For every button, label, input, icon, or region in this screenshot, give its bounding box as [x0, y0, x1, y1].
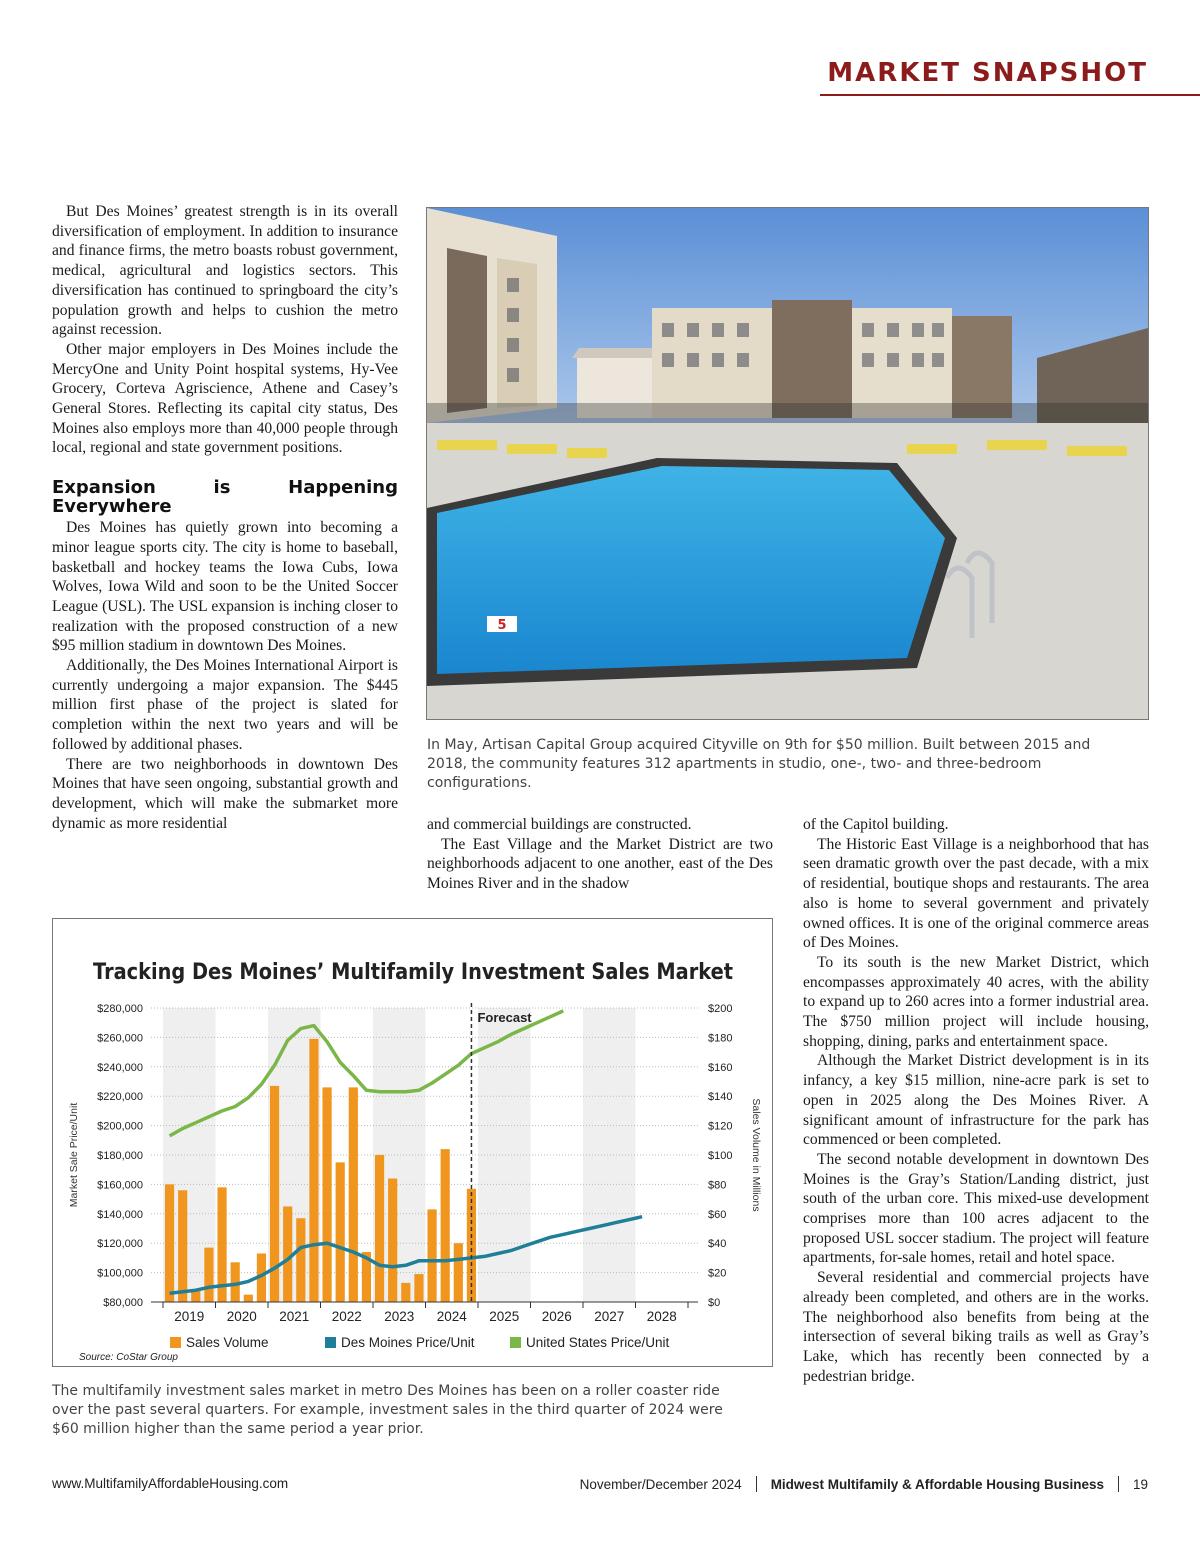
depth-marker: 5	[497, 618, 507, 633]
section-title: MARKET SNAPSHOT	[827, 58, 1148, 88]
chart-title: Tracking Des Moines’ Multifamily Investment Sales Market	[93, 960, 734, 985]
y-right-tick-label: $120	[708, 1120, 733, 1133]
sales-volume-bar	[165, 1184, 174, 1302]
section-heading: Expansion is Happening Everywhere	[52, 477, 398, 518]
paragraph: of the Capitol building.	[803, 816, 949, 833]
y-left-tick-label: $140,000	[97, 1208, 143, 1221]
legend-swatch	[170, 1337, 181, 1348]
y-right-tick-label: $20	[708, 1267, 727, 1280]
y-right-tick-label: $40	[708, 1238, 727, 1251]
footer-right	[580, 1476, 1148, 1492]
sales-volume-bar	[244, 1295, 253, 1302]
y-right-tick-label: $200	[708, 1003, 733, 1015]
x-tick-label: 2024	[436, 1309, 467, 1324]
footer-url: www.MultifamilyAffordableHousing.com	[52, 1476, 289, 1491]
paragraph: Des Moines has quietly grown into becoming a minor league sports city. The city is home to baseball, basketball and hockey teams the Iowa Cubs, Iowa Wolves, Iowa Wild and soon to be the United Soccer League (USL). The USL expansion is inching closer to realization with the proposed construction of a new $95 million stadium in downtown Des Moines.	[52, 519, 398, 655]
article-column-1	[52, 202, 398, 833]
legend-label: United States Price/Unit	[526, 1335, 670, 1350]
footer-separator	[756, 1476, 757, 1492]
y-left-tick-label: $80,000	[103, 1297, 143, 1309]
paragraph: There are two neighborhoods in downtown Des Moines that have seen ongoing, substantial growth and development, which will make the submarket more dynamic as more residential	[52, 755, 398, 832]
sales-volume-bar	[178, 1190, 187, 1302]
article-column-3	[803, 815, 1149, 1386]
chart	[53, 919, 772, 1366]
chart-container	[52, 918, 773, 1367]
paragraph: Although the Market District development is in its infancy, a key $15 million, nine-acre park is set to open in 2025 along the Des Moines River. A significant amount of infrastructure for the park has commenced or been completed.	[803, 1052, 1149, 1149]
y-right-tick-label: $100	[708, 1150, 733, 1162]
paragraph: But Des Moines’ greatest strength is in its overall diversification of employment. In addition to insurance and finance firms, the metro boasts robust government, medical, agricultural and logistics sectors. This diversification has continued to springboard the city’s population growth and helps to cushion the metro against recession.	[52, 203, 398, 339]
footer-separator	[1118, 1476, 1119, 1492]
y-left-tick-label: $240,000	[97, 1061, 143, 1074]
footer-magazine: Midwest Multifamily & Affordable Housing Business	[770, 1476, 1104, 1492]
sales-volume-bar	[296, 1218, 305, 1302]
section-rule	[820, 94, 1200, 96]
footer-issue: November/December 2024	[579, 1476, 742, 1492]
y-right-tick-label: $0	[708, 1297, 721, 1309]
y-left-tick-label: $280,000	[97, 1003, 143, 1015]
photo-caption: In May, Artisan Capital Group acquired Cityville on 9th for $50 million. Built between 2015 and 2018, the community features 312 apartments in studio, one-, two- and three-bedroom configurations.	[427, 737, 1091, 791]
paragraph: The Historic East Village is a neighborhood that has seen dramatic growth over the past decade, with a mix of residential, boutique shops and restaurants. The area also is home to several government and privately owned offices. It is one of the original commerce areas of Des Moines.	[803, 835, 1149, 952]
pool-photo	[426, 207, 1149, 720]
x-tick-label: 2027	[594, 1309, 625, 1324]
chart-caption: The multifamily investment sales market in metro Des Moines has been on a roller coaster ride over the past several quarters. For example, investment sales in the third quarter of 2024 were $60 million higher than the same period a year prior.	[52, 1383, 723, 1437]
y-left-tick-label: $100,000	[97, 1267, 143, 1280]
y-left-tick-label: $160,000	[97, 1179, 143, 1192]
x-tick-label: 2025	[489, 1309, 520, 1324]
sales-volume-bar	[427, 1209, 436, 1302]
sales-volume-bar	[414, 1274, 423, 1302]
sales-volume-bar	[322, 1087, 331, 1302]
paragraph: Several residential and commercial projects have already been completed, and others are in the works. The neighborhood also benefits from being at the intersection of several biking trails as well as Gray’s Lake, which has recently been connected by a pedestrian bridge.	[803, 1269, 1149, 1385]
paragraph: Other major employers in Des Moines include the MercyOne and Unity Point hospital systems, Hy-Vee Grocery, Corteva Agriscience, Athene and Casey’s General Stores. Reflecting its capital city status, Des Moines also employs more than 40,000 people through local, regional and state government positions.	[52, 340, 398, 457]
footer-page-number: 19	[1132, 1476, 1148, 1492]
sales-volume-bar	[441, 1149, 450, 1302]
y-right-tick-label: $160	[708, 1061, 733, 1074]
y-right-tick-label: $80	[708, 1179, 727, 1192]
y-right-tick-label: $60	[708, 1208, 727, 1221]
paragraph: Additionally, the Des Moines International Airport is currently undergoing a major expansion. The $445 million first phase of the project is slated for completion within the next two years and will be followed by additional phases.	[52, 657, 398, 753]
y-left-tick-label: $180,000	[97, 1150, 143, 1162]
paragraph: To its south is the new Market District, which encompasses approximately 40 acres, with the ability to expand up to 260 acres into a former industrial area. The $750 million project will include housing, shopping, dining, parks and entertainment space.	[803, 953, 1149, 1050]
year-band	[583, 1008, 636, 1302]
article-column-2	[427, 815, 773, 894]
legend-label: Sales Volume	[186, 1335, 269, 1350]
sales-volume-bar	[388, 1179, 397, 1302]
y-left-tick-label: $220,000	[97, 1091, 143, 1104]
y-right-tick-label: $180	[708, 1032, 733, 1045]
paragraph: The second notable development in downtown Des Moines is the Gray’s Station/Landing district, just south of the urban core. This mixed-use development comprises more than 100 acres adjacent to the proposed USL soccer stadium. The project will feature apartments, for-sale homes, retail and hotel space.	[803, 1150, 1149, 1267]
y-right-axis-title: Sales Volume in Millions	[750, 1098, 762, 1212]
x-tick-label: 2023	[384, 1309, 415, 1324]
sales-volume-bar	[375, 1155, 384, 1302]
y-left-tick-label: $120,000	[97, 1238, 143, 1251]
sales-volume-bar	[349, 1087, 358, 1302]
sales-volume-bar	[204, 1248, 213, 1302]
x-tick-label: 2028	[646, 1309, 677, 1324]
x-tick-label: 2019	[174, 1309, 205, 1324]
legend-swatch	[325, 1337, 336, 1348]
x-tick-label: 2020	[226, 1309, 257, 1324]
sales-volume-bar	[309, 1039, 318, 1302]
paragraph: The East Village and the Market District are two neighborhoods adjacent to one another, east of the Des Moines River and in the shadow	[427, 835, 773, 893]
chart-source: Source: CoStar Group	[79, 1352, 178, 1363]
x-tick-label: 2026	[541, 1309, 572, 1324]
y-left-tick-label: $200,000	[97, 1120, 143, 1133]
y-left-tick-label: $260,000	[97, 1032, 143, 1045]
sales-volume-bar	[454, 1243, 463, 1302]
sales-volume-bar	[336, 1162, 345, 1302]
legend-label: Des Moines Price/Unit	[341, 1335, 475, 1350]
x-tick-label: 2022	[331, 1309, 362, 1324]
y-left-axis-title: Market Sale Price/Unit	[68, 1102, 80, 1208]
paragraph: and commercial buildings are constructed.	[427, 816, 692, 833]
y-right-tick-label: $140	[708, 1091, 733, 1104]
legend-swatch	[510, 1337, 521, 1348]
forecast-label: Forecast	[477, 1010, 532, 1025]
sales-volume-bar	[401, 1283, 410, 1302]
x-tick-label: 2021	[279, 1309, 310, 1324]
